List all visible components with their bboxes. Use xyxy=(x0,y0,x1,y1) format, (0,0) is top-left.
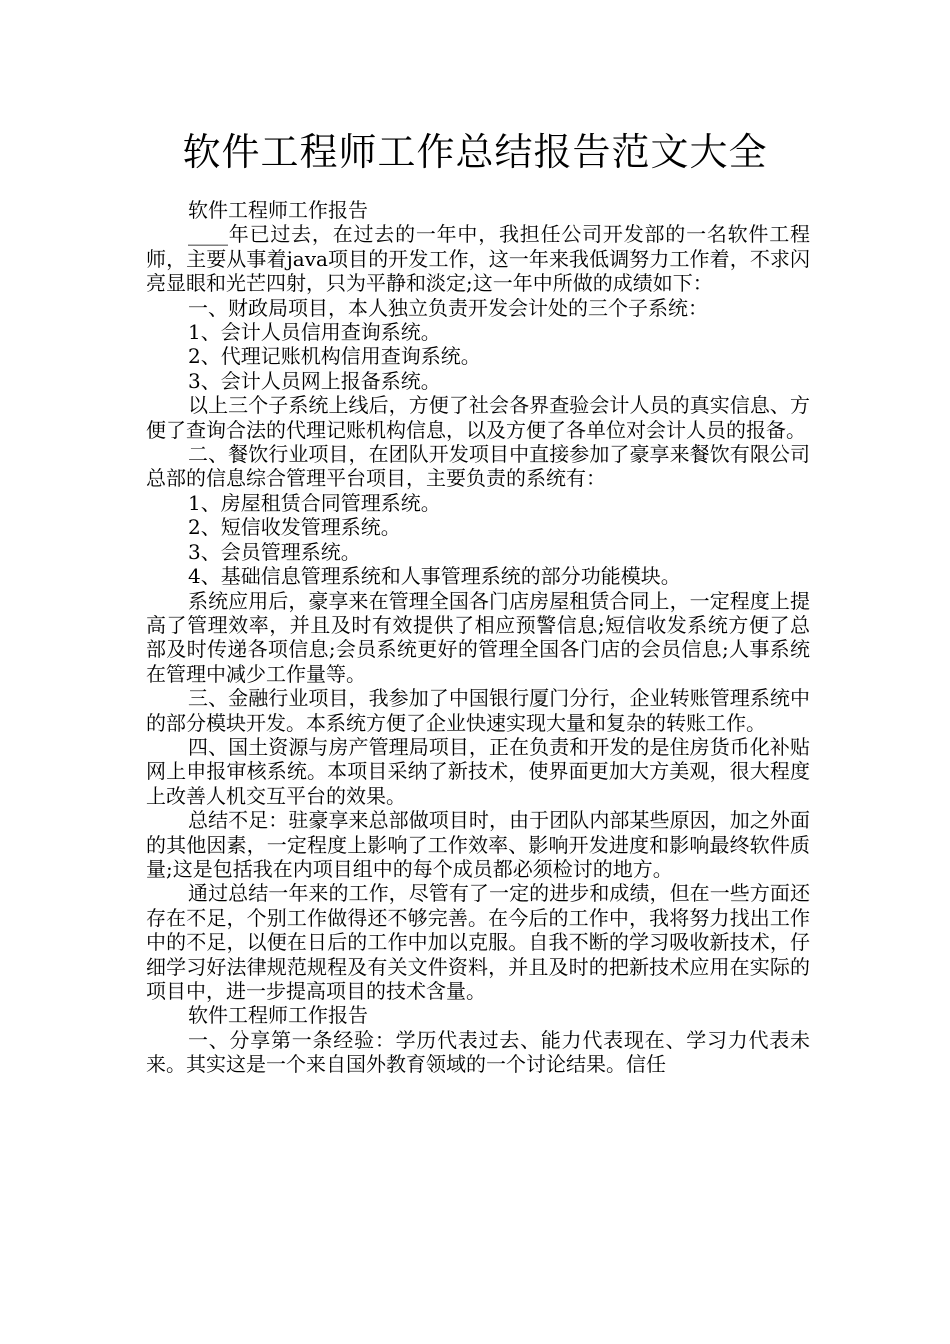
paragraph-report-heading-2: 软件工程师工作报告 xyxy=(188,1003,368,1028)
document-body xyxy=(146,198,810,1077)
paragraph-catering-summary: 系统应用后，豪享来在管理全国各门店房屋租赁合同上，一定程度上提高了管理效率，并且及时有效提供了相应预警信息;短信收发系统方便了总部及时传递各项信息;会员系统更好的管理全国各门店的会员信息;人事系统在管理中减少工作量等。 xyxy=(146,588,810,686)
list-item: 1、会计人员信用查询系统。 xyxy=(188,320,441,345)
paragraph-intro: ____年已过去，在过去的一年中，我担任公司开发部的一名软件工程师，主要从事着java项目的开发工作，这一年来我低调努力工作着，不求闪亮显眼和光芒四射，只为平静和淡定;这一年中所做的成绩如下： xyxy=(146,222,810,296)
paragraph-report-heading: 软件工程师工作报告 xyxy=(188,198,368,222)
list-item: 1、房屋租赁合同管理系统。 xyxy=(188,490,441,515)
list-item: 4、基础信息管理系统和人事管理系统的部分功能模块。 xyxy=(188,564,681,589)
document-title: 软件工程师工作总结报告范文大全 xyxy=(182,130,768,174)
paragraph-finance-summary: 以上三个子系统上线后，方便了社会各界查验会计人员的真实信息、方便了查询合法的代理记账机构信息，以及方便了各单位对会计人员的报备。 xyxy=(146,393,810,442)
list-item: 2、短信收发管理系统。 xyxy=(188,515,401,540)
paragraph-section-catering: 二、餐饮行业项目，在团队开发项目中直接参加了豪享来餐饮有限公司总部的信息综合管理平台项目，主要负责的系统有： xyxy=(146,442,810,491)
list-item: 3、会员管理系统。 xyxy=(188,539,361,564)
list-item: 3、会计人员网上报备系统。 xyxy=(188,368,441,393)
paragraph-section-land-resources: 四、国土资源与房产管理局项目，正在负责和开发的是住房货币化补贴网上申报审核系统。本项目采纳了新技术，使界面更加大方美观，很大程度上改善人机交互平台的效果。 xyxy=(146,734,810,808)
paragraph-shortcomings: 总结不足：驻豪享来总部做项目时，由于团队内部某些原因，加之外面的其他因素，一定程度上影响了工作效率、影响开发进度和影响最终软件质量;这是包括我在内项目组中的每个成员都必须检讨的地方。 xyxy=(146,808,810,881)
list-item: 2、代理记账机构信用查询系统。 xyxy=(188,344,481,369)
paragraph-section-finance-bureau: 一、财政局项目，本人独立负责开发会计处的三个子系统： xyxy=(188,295,708,320)
paragraph-conclusion: 通过总结一年来的工作，尽管有了一定的进步和成绩，但在一些方面还存在不足，个别工作做得还不够完善。在今后的工作中，我将努力找出工作中的不足，以便在日后的工作中加以克服。自我不断的学习吸收新技术，仔细学习好法律规范规程及有关文件资料，并且及时的把新技术应用在实际的项目中，进一步提高项目的技术含量。 xyxy=(146,881,810,1003)
paragraph-experience-1: 一、分享第一条经验：学历代表过去、能力代表现在、学习力代表未来。其实这是一个来自国外教育领域的一个讨论结果。信任 xyxy=(146,1027,810,1077)
paragraph-section-banking: 三、金融行业项目，我参加了中国银行厦门分行，企业转账管理系统中的部分模块开发。本系统方便了企业快速实现大量和复杂的转账工作。 xyxy=(146,686,810,735)
